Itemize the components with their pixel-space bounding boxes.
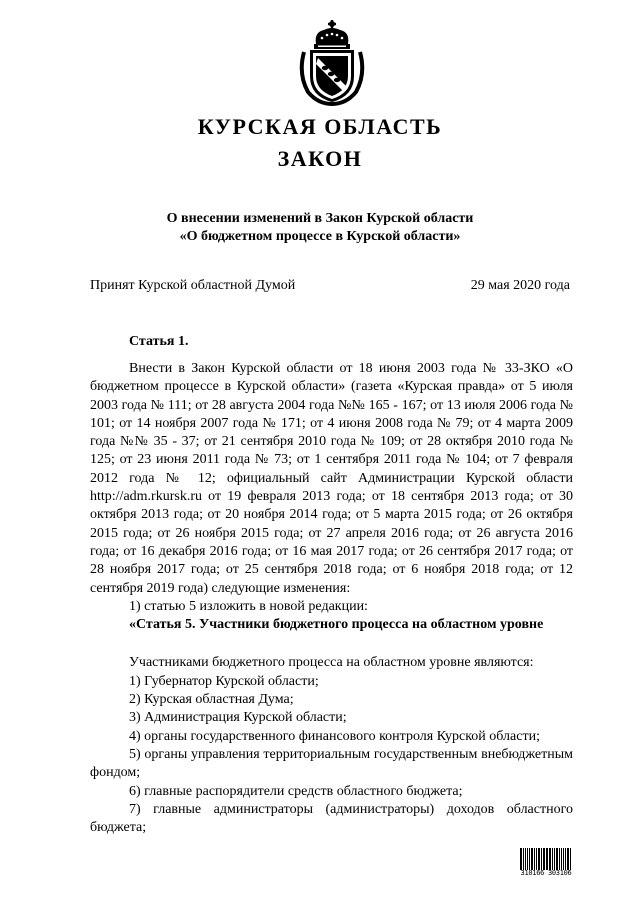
law-title — [0, 210, 640, 246]
participant-item: 2) Курская областная Дума; — [129, 692, 294, 708]
participant-item: 3) Администрация Курской области; — [129, 710, 347, 726]
participant-item: 1) Губернатор Курской области; — [129, 673, 319, 689]
article-heading: Статья 1. — [129, 334, 189, 349]
document-type-heading: ЗАКОН — [277, 146, 363, 171]
new-article-heading: «Статья 5. Участники бюджетного процесса на областном уровне — [129, 617, 544, 633]
barcode-number: 310166 303106 — [520, 869, 572, 877]
law-title-line-1: О внесении изменений в Закон Курской области — [166, 211, 474, 226]
kursk-coat-of-arms-icon — [296, 18, 368, 106]
barcode — [520, 848, 572, 878]
participant-item: 4) органы государственного финансового контроля Курской области; — [129, 728, 540, 744]
participant-item: 5) органы управления территориальным государственным внебюджетным фондом; — [90, 746, 573, 781]
region-heading: КУРСКАЯ ОБЛАСТЬ — [197, 114, 443, 139]
amendment-item-1: 1) статью 5 изложить в новой редакции: — [129, 598, 368, 614]
article-body — [90, 360, 573, 837]
adopted-by: Принят Курской областной Думой — [90, 278, 296, 293]
adoption-line — [90, 278, 570, 294]
participant-item: 6) главные распорядители средств областного бюджета; — [129, 783, 463, 799]
barcode-bars — [520, 848, 572, 870]
law-title-line-2: «О бюджетном процессе в Курской области» — [179, 229, 461, 244]
participants-intro: Участниками бюджетного процесса на областном уровне являются: — [129, 655, 534, 671]
participant-item: 7) главные администраторы (администраторы) доходов областного бюджета; — [90, 801, 573, 836]
amendment-paragraph: Внести в Закон Курской области от 18 июня 2003 года № 33-ЗКО «О бюджетном процессе в Курской области» (газета «Курская правда» от 5 июля 2003 года № 111; от 28 августа 2004 года №№ 165 - 167; от 13 июля 2006 года № 101; от 14 ноября 2007 года № 171; от 4 июня 2008 года № 79; от 4 марта 2009 года №№ 35 - 37; от 21 сентября 2010 года № 109; от 28 октября 2010 года № 125; от 23 июня 2011 года № 73; от 1 сентября 2011 года № 104; от 7 февраля 2012 года № 12; официальный сайт Администрации Курской области http://adm.rkursk.ru от 19 февраля 2013 года; от 18 сентября 2013 года; от 30 октября 2013 года; от 20 ноября 2014 года; от 5 марта 2015 года; от 26 октября 2015 года; от 26 ноября 2015 года; от 27 апреля 2016 года; от 26 августа 2016 года; от 16 декабря 2016 года; от 16 мая 2017 года; от 26 сентября 2017 года; от 28 ноября 2017 года; от 25 сентября 2018 года; от 6 ноября 2018 года; от 12 сентября 2019 года) следующие изменения: — [90, 361, 573, 596]
adoption-date: 29 мая 2020 года — [470, 278, 570, 293]
